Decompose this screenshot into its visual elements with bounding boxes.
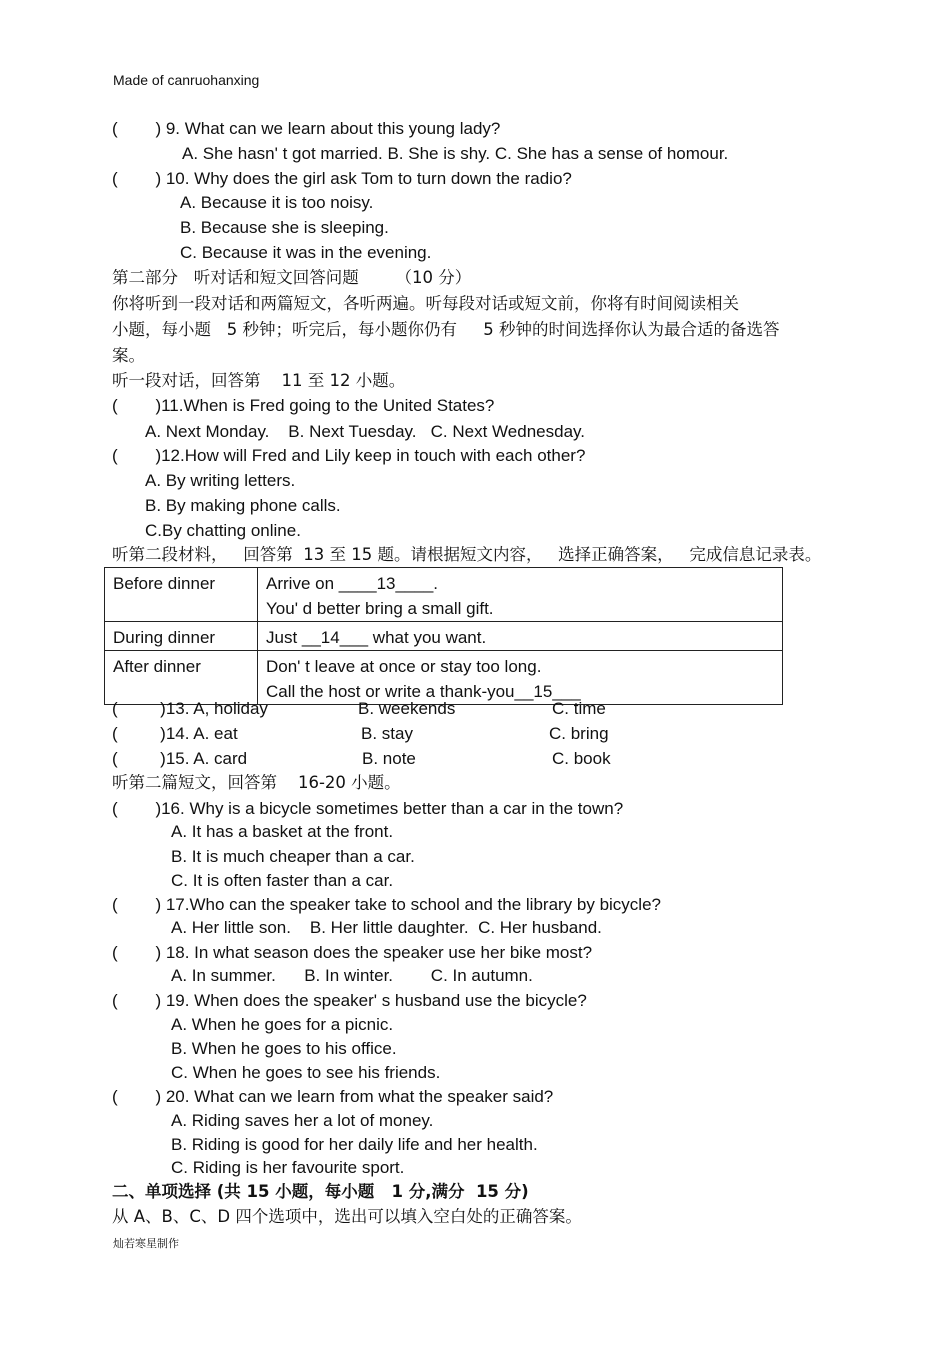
question-14-option-c: C. bring — [549, 724, 609, 743]
table-cell-line: Don' t leave at once or stay too long. — [266, 657, 542, 676]
question-13-option-c: C. time — [552, 699, 606, 718]
question-20-option-a: A. Riding saves her a lot of money. — [171, 1111, 434, 1130]
question-18: ( ) 18. In what season does the speaker use her bike most? — [112, 943, 593, 962]
question-19: ( ) 19. When does the speaker' s husband use the bicycle? — [112, 991, 587, 1010]
part2-instruction-line3: 案。 — [112, 346, 145, 365]
question-19-option-b: B. When he goes to his office. — [171, 1039, 397, 1058]
question-16-option-b: B. It is much cheaper than a car. — [171, 847, 415, 866]
question-12-option-a: A. By writing letters. — [145, 471, 296, 490]
table-label-before-dinner: Before dinner — [105, 568, 258, 622]
table-label-during-dinner: During dinner — [105, 622, 258, 651]
question-14: ( )14. A. eat — [112, 724, 238, 743]
passage1-intro: 听第二段材料， 回答第 13 至 15 题。请根据短文内容， 选择正确答案， 完成信息记录表。 — [112, 545, 822, 564]
question-15-option-c: C. book — [552, 749, 611, 768]
question-19-option-c: C. When he goes to see his friends. — [171, 1063, 441, 1082]
question-17: ( ) 17.Who can the speaker take to school and the library by bicycle? — [112, 895, 661, 914]
table-row — [105, 651, 783, 705]
table-label-after-dinner: After dinner — [105, 651, 258, 705]
table-cell-after-dinner — [258, 651, 783, 705]
table-cell-line: Call the host or write a thank-you__15___ — [266, 682, 581, 701]
page-header: Made of canruohanxing — [113, 72, 260, 88]
question-13: ( )13. A, holiday — [112, 699, 268, 718]
question-20-option-b: B. Riding is good for her daily life and her health. — [171, 1135, 538, 1154]
part2-instruction-line2: 小题，每小题 5 秒钟；听完后，每小题你仍有 5 秒钟的时间选择你认为最合适的备选答 — [112, 320, 780, 339]
part2-heading: 第二部分 听对话和短文回答问题 （10 分） — [112, 268, 472, 287]
question-9-options: A. She hasn' t got married. B. She is shy. C. She has a sense of homour. — [182, 144, 729, 163]
table-cell-during-dinner — [258, 622, 783, 651]
question-16-option-a: A. It has a basket at the front. — [171, 822, 394, 841]
question-10-option-a: A. Because it is too noisy. — [180, 193, 374, 212]
question-11-options: A. Next Monday. B. Next Tuesday. C. Next Wednesday. — [145, 422, 585, 441]
question-15: ( )15. A. card — [112, 749, 248, 768]
table-cell-before-dinner — [258, 568, 783, 622]
question-13-option-b: B. weekends — [358, 699, 456, 718]
table-row — [105, 622, 783, 651]
question-12: ( )12.How will Fred and Lily keep in touch with each other? — [112, 446, 586, 465]
table-cell-line: Just __14___ what you want. — [266, 628, 487, 647]
info-record-table — [104, 567, 783, 705]
question-11: ( )11.When is Fred going to the United States? — [112, 396, 495, 415]
question-10-option-c: C. Because it was in the evening. — [180, 243, 432, 262]
question-18-options: A. In summer. B. In winter. C. In autumn. — [171, 966, 533, 985]
question-15-option-b: B. note — [362, 749, 416, 768]
question-10-option-b: B. Because she is sleeping. — [180, 218, 389, 237]
question-12-option-b: B. By making phone calls. — [145, 496, 341, 515]
question-17-options: A. Her little son. B. Her little daughter. C. Her husband. — [171, 918, 602, 937]
page-footer: 灿若寒星制作 — [113, 1237, 179, 1250]
question-20: ( ) 20. What can we learn from what the speaker said? — [112, 1087, 554, 1106]
table-row — [105, 568, 783, 622]
question-20-option-c: C. Riding is her favourite sport. — [171, 1158, 405, 1177]
section2-heading: 二、单项选择 (共 15 小题，每小题 1 分,满分 15 分) — [112, 1182, 529, 1201]
passage2-intro: 听第二篇短文，回答第 16-20 小题。 — [112, 773, 401, 792]
section2-instruction: 从 A、B、C、D 四个选项中，选出可以填入空白处的正确答案。 — [112, 1207, 582, 1226]
question-16-option-c: C. It is often faster than a car. — [171, 871, 394, 890]
question-16: ( )16. Why is a bicycle sometimes better than a car in the town? — [112, 799, 624, 818]
question-12-option-c: C.By chatting online. — [145, 521, 301, 540]
table-cell-line: Arrive on ____13____. — [266, 574, 439, 593]
question-14-option-b: B. stay — [361, 724, 413, 743]
question-19-option-a: A. When he goes for a picnic. — [171, 1015, 394, 1034]
part2-instruction-line1: 你将听到一段对话和两篇短文，各听两遍。听每段对话或短文前，你将有时间阅读相关 — [112, 294, 739, 313]
dialogue-intro: 听一段对话，回答第 11 至 12 小题。 — [112, 371, 406, 390]
question-9: ( ) 9. What can we learn about this young lady? — [112, 119, 501, 138]
question-10: ( ) 10. Why does the girl ask Tom to turn down the radio? — [112, 169, 572, 188]
table-cell-line: You' d better bring a small gift. — [266, 599, 494, 618]
